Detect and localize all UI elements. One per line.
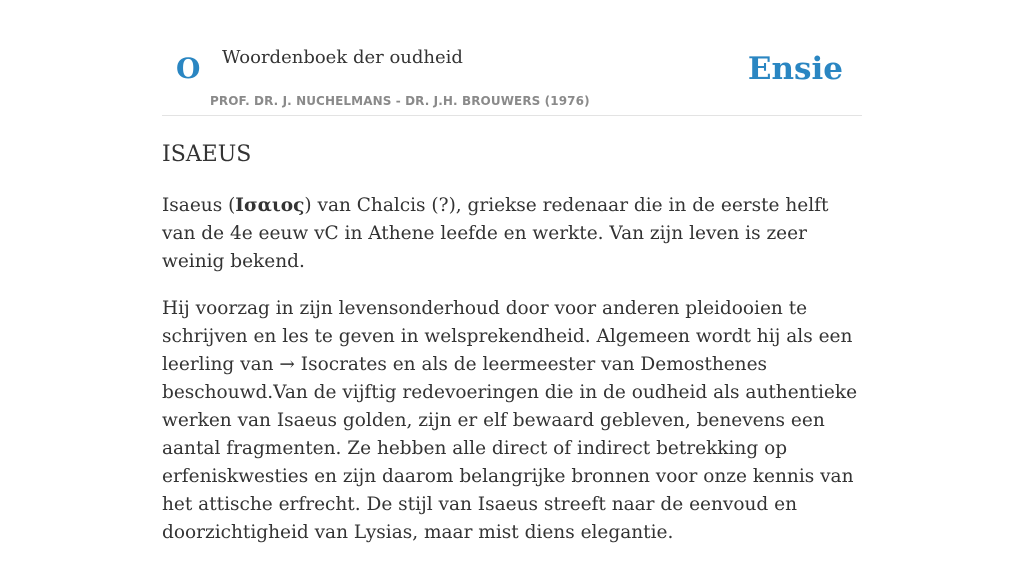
intro-text-rest: ) van Chalcis (?), griekse redenaar die in de eerste helft van de 4e eeuw vC in Athene leefde en werkte. Van zijn leven is zeer weinig bekend.: [162, 195, 829, 272]
header: [162, 0, 862, 116]
paragraph-main: Hij voorzag in zijn levensonderhoud door voor anderen pleidooien te schrijven en les te geven in welsprekendheid. Algemeen wordt hij als een leerling van → Isocrates en als de leermeester van Demosthenes beschouwd.Van de vijftig redevoeringen die in de oudheid als authentieke werken van Isaeus golden, zijn er elf bewaard gebleven, benevens een aantal fragmenten. Ze hebben alle direct of indirect betrekking op erfeniskwesties en zijn daarom belangrijke bronnen voor onze kennis van het attische erfrecht. De stijl van Isaeus streeft naar de eenvoud en doorzichtigheid van Lysias, maar mist diens elegantie.: [162, 298, 858, 543]
intro-text-start: Isaeus (: [162, 195, 236, 216]
brand-logo-link[interactable]: Ensie: [747, 51, 843, 87]
entry-body: [162, 192, 862, 566]
paragraph-intro: [162, 192, 862, 276]
book-title-link[interactable]: Woordenboek der oudheid: [222, 47, 463, 68]
book-authors: PROF. DR. J. NUCHELMANS - DR. J.H. BROUWERS (1976): [210, 94, 590, 108]
greek-name: Ισαιος: [235, 195, 305, 216]
page: [162, 0, 862, 543]
index-letter-link[interactable]: O: [176, 52, 201, 85]
entry-title: ISAEUS: [162, 142, 252, 167]
